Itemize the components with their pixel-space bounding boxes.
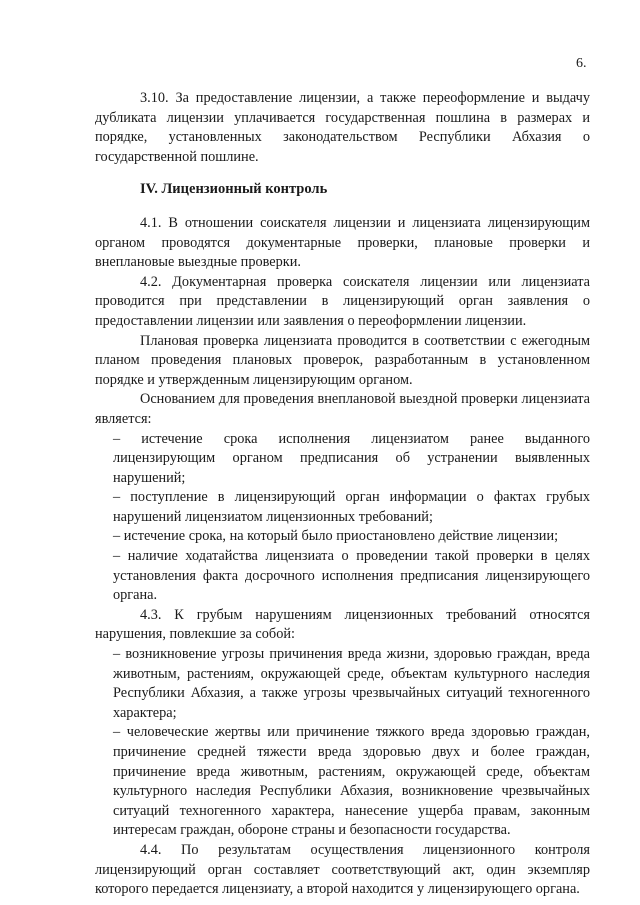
list-item: – истечение срока, на который было приостановлено действие лицензии; — [113, 528, 559, 545]
list-item: – поступление в лицензирующий орган информации о фактах грубых нарушений лицензиатом лицензионных требований; — [113, 489, 590, 525]
paragraph-planned-inspection: Плановая проверка лицензиата проводится в соответствии с ежегодным планом проведения плановых проверок, разработанным в установленном порядке и утвержденным лицензирующим органом. — [95, 332, 590, 388]
paragraph-unscheduled-grounds: Основанием для проведения внеплановой выездной проверки лицензиата является: — [95, 391, 590, 427]
paragraph-4-4: 4.4. По результатам осуществления лицензионного контроля лицензирующий орган составляет соответствующий акт, один экземпляр которого передается лицензиату, а второй находится у лицензирующего органа. — [95, 841, 590, 898]
list-item: – наличие ходатайства лицензиата о проведении такой проверки в целях установления факта досрочного исполнения предписания лицензирующего органа. — [113, 548, 590, 604]
paragraph-3-10: 3.10. За предоставление лицензии, а также переоформление и выдачу дубликата лицензии уплачивается государственная пошлина в размерах и порядке, установленных законодательством Республики Абхазия о государственной пошлине. — [95, 90, 590, 165]
document-body — [95, 89, 590, 900]
list-item: – истечение срока исполнения лицензиатом ранее выданного лицензирующим органом предписания об устранении выявленных нарушений; — [113, 430, 590, 486]
list-item: – человеческие жертвы или причинение тяжкого вреда здоровью граждан, причинение средней тяжести вреда здоровью двух и более граждан, причинение вреда животным, растениям, окружающей среде, объектам культурного наследия Республики Абхазия, возникновение чрезвычайных ситуаций техногенного характера, нанесение ущерба правам, законным интересам граждан, обороне страны и безопасности государства. — [113, 724, 590, 839]
paragraph-4-3: 4.3. К грубым нарушениям лицензионных требований относятся нарушения, повлекшие за собой: — [95, 606, 590, 643]
page-number: 6. — [576, 56, 587, 71]
section-heading: IV. Лицензионный контроль — [140, 181, 328, 198]
paragraph-4-2: 4.2. Документарная проверка соискателя лицензии или лицензиата проводится при представлении в лицензирующий орган заявления о предоставлении лицензии или заявления о переоформлении лицензии. — [95, 273, 590, 329]
paragraph-4-1: 4.1. В отношении соискателя лицензии и лицензиата лицензирующим органом проводятся документарные проверки, плановые проверки и внеплановые выездные проверки. — [95, 214, 590, 271]
list-item: – возникновение угрозы причинения вреда жизни, здоровью граждан, вреда животным, растениям, окружающей среде, объектам культурного наследия Республики Абхазия, а также угрозы чрезвычайных ситуаций техногенного характера; — [113, 646, 590, 721]
